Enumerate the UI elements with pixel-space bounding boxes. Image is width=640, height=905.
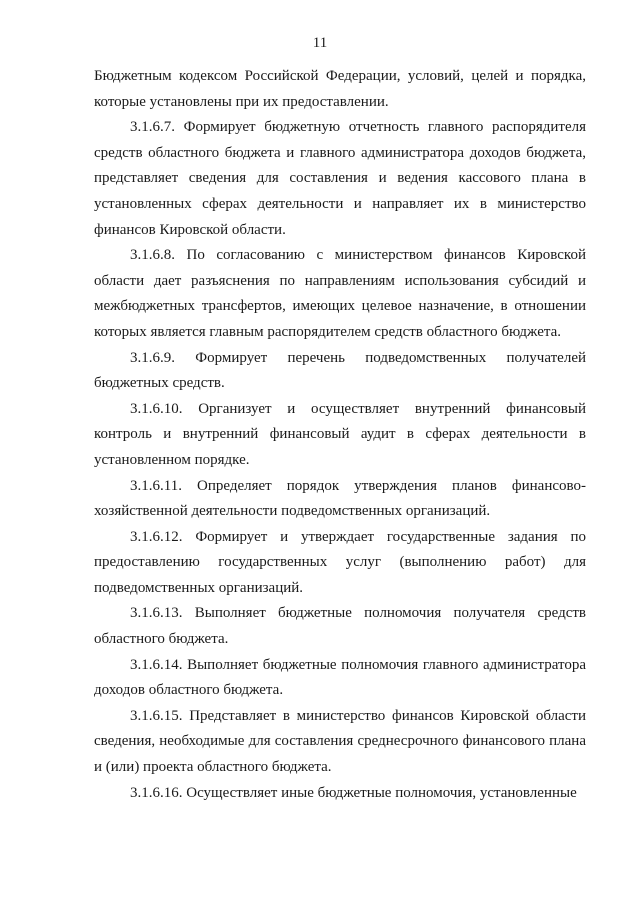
paragraph-3-1-6-12: 3.1.6.12. Формирует и утверждает государственные задания по предоставлению государственных услуг (выполнению работ) для подведомственных организаций.: [94, 528, 586, 596]
document-body: [94, 64, 586, 806]
paragraph-3-1-6-11: 3.1.6.11. Определяет порядок утверждения планов финансово-хозяйственной деятельности подведомственных организаций.: [94, 477, 586, 520]
paragraph-3-1-6-15: 3.1.6.15. Представляет в министерство финансов Кировской области сведения, необходимые для составления среднесрочного финансового плана и (или) проекта областного бюджета.: [94, 707, 586, 776]
paragraph-3-1-6-10: 3.1.6.10. Организует и осуществляет внутренний финансовый контроль и внутренний финансовый аудит в сферах деятельности в установленном порядке.: [94, 400, 586, 468]
paragraph-3-1-6-13: 3.1.6.13. Выполняет бюджетные полномочия получателя средств областного бюджета.: [94, 605, 586, 648]
page-number: 11: [312, 35, 328, 51]
paragraph-3-1-6-16: 3.1.6.16. Осуществляет иные бюджетные полномочия, установленные: [130, 784, 577, 801]
paragraph-3-1-6-9: 3.1.6.9. Формирует перечень подведомственных получателей бюджетных средств.: [94, 349, 586, 392]
paragraph-3-1-6-14: 3.1.6.14. Выполняет бюджетные полномочия главного администратора доходов областного бюджета.: [94, 656, 586, 699]
paragraph-3-1-6-8: 3.1.6.8. По согласованию с министерством финансов Кировской области дает разъяснения по направлениям использования субсидий и межбюджетных трансфертов, имеющих целевое назначение, в отношении которых является главным распорядителем средств областного бюджета.: [94, 247, 586, 340]
paragraph-continuation: Бюджетным кодексом Российской Федерации, условий, целей и порядка, которые установлены при их предоставлении.: [94, 68, 586, 110]
paragraph-3-1-6-7: 3.1.6.7. Формирует бюджетную отчетность главного распорядителя средств областного бюджета и главного администратора доходов бюджета, представляет сведения для составления и ведения кассового плана в установленных сферах деятельности и направляет их в министерство финансов Кировской области.: [94, 119, 586, 238]
